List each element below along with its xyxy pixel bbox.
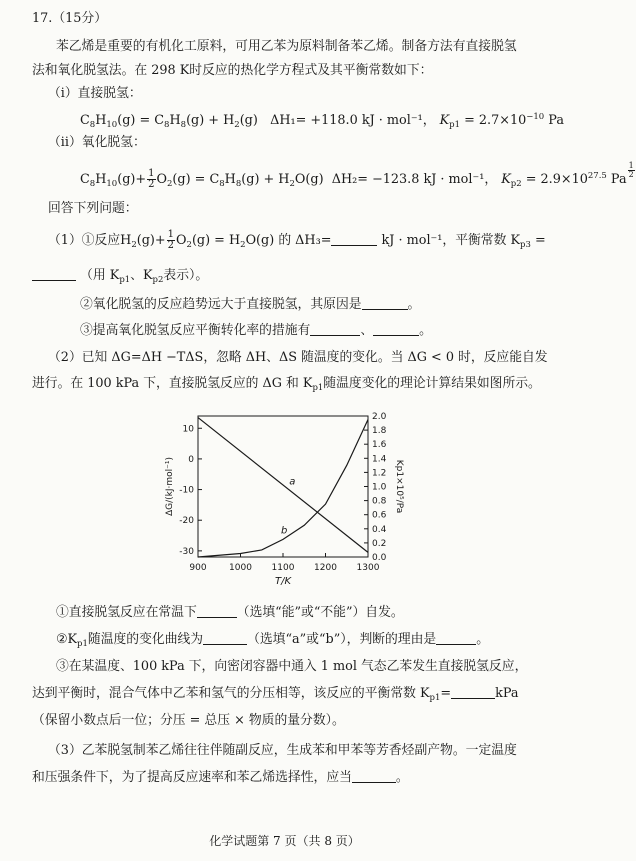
series-b-line: [198, 420, 368, 557]
y-left-tick-label: 0: [188, 454, 194, 465]
intro-line-2: 法和氧化脱氢法。在 298 K时反应的热化学方程式及其平衡常数如下：: [32, 63, 433, 78]
y-right-tick-label: 1.8: [372, 426, 387, 437]
q1-part2-text: ②氧化脱氢的反应趋势远大于直接脱氢，其原因是: [80, 297, 362, 312]
reaction-i-kp-exp: −10: [526, 112, 545, 122]
q2-s3-b-unit: kPa: [495, 686, 519, 701]
q2-s3-b-end: =: [440, 686, 452, 701]
q1-part3-period: 。: [419, 323, 432, 338]
answer-blank-spontaneous[interactable]: [197, 603, 237, 618]
page-footer: 化学试题第 7 页（共 8 页）: [209, 834, 360, 848]
reaction-ii-kp-exp: 27.5: [587, 171, 607, 181]
answer-blank-curve[interactable]: [203, 630, 247, 645]
q2-line-2-text: 进行。在 100 kPa 下，直接脱氢反应的 ΔG 和 K: [32, 376, 313, 391]
q2-s2-a: ②K: [56, 632, 78, 647]
q2-s3-line3: （保留小数点后一位；分压 = 总压 × 物质的量分数）。: [32, 713, 345, 728]
q2-s3-b: 达到平衡时，混合气体中乙苯和氢气的分压相等，该反应的平衡常数 K: [32, 686, 430, 701]
q1-part3-text: ③提高氧化脱氢反应平衡转化率的措施有: [80, 323, 311, 338]
series-b-label: b: [281, 525, 288, 537]
reaction-i-label: （i）直接脱氢：: [48, 86, 142, 101]
reaction-ii-equation: $C_8H_{10}(g)+$ $\frac{1}{2}$ $O_2(g) = C_8H_8(g) + H_2O(g)$ ΔH₂= −123.8 kJ · mol⁻¹， $K_{p2} = 2.9\times 10^{27.5}$ Pa $\frac{1}{2}$: [80, 161, 634, 190]
q2-s1: [56, 603, 404, 622]
q1-part1-e: （用 K: [80, 268, 120, 283]
y-right-tick-label: 0.0: [372, 553, 387, 563]
q2-s3-line1: ③在某温度、100 kPa 下，向密闭容器中通入 1 mol 气态乙苯发生直接脱氢反应，: [56, 659, 528, 674]
x-tick-label: 1000: [229, 563, 252, 573]
y-right-tick-label: 0.4: [372, 524, 387, 535]
q2-s2-sub: p1: [77, 639, 88, 649]
reaction-i-dh: ΔH₁= +118.0 kJ · mol⁻¹，: [270, 113, 436, 128]
answer-prompt: 回答下列问题：: [48, 201, 138, 216]
q2-s2: [56, 630, 489, 653]
answer-blank-curve-reason[interactable]: [436, 630, 476, 645]
y-left-tick-label: 10: [182, 424, 194, 435]
q2-line-2-sub: p1: [312, 383, 324, 393]
reaction-ii-label: （ii）氧化脱氢：: [48, 135, 146, 150]
q1-part1-line1: （1）①反应$H_2(g)+$ $\frac{1}{2}$ $O_2(g) = H_2O(g)$ 的 ΔH₃= kJ · mol⁻¹，平衡常数 $K_{p3}$ =: [48, 229, 546, 251]
y-right-tick-label: 1.4: [372, 454, 387, 465]
q2-s2-c: （选填“a”或“b”），判断的理由是: [247, 632, 437, 647]
q2-s2-period: 。: [476, 632, 490, 647]
intro-line-1: 苯乙烯是重要的有机化工原料，可用乙苯为原料制备苯乙烯。制备方法有直接脱氢: [56, 39, 517, 54]
q3-line-2-text: 和压强条件下，为了提高反应速率和苯乙烯选择性，应当: [32, 770, 352, 785]
reaction-i-kp-value: = 2.7×10: [464, 113, 527, 128]
pa-exp-num: 1: [628, 161, 634, 170]
q1-part1-e-sub1: p1: [119, 275, 131, 285]
y-right-tick-label: 1.0: [372, 482, 387, 493]
q3-line-2: [32, 768, 409, 787]
y-right-axis-label: Kp1×10⁵/Pa: [394, 459, 404, 514]
q2-s2-b: 随温度的变化曲线为: [87, 632, 204, 647]
q2-s1-end: （选填“能”或“不能”）自发。: [236, 605, 404, 620]
q1-part1-d: =: [534, 233, 546, 248]
x-tick-label: 900: [189, 563, 207, 573]
y-right-tick-label: 0.6: [372, 510, 387, 521]
q1-part2-period: 。: [407, 297, 421, 312]
q1-part1-e-mid: 、K: [130, 268, 153, 283]
reaction-i-kp-unit: Pa: [548, 113, 564, 128]
x-tick-label: 1100: [271, 563, 295, 573]
q1-part1-e-end: 表示）。: [163, 268, 209, 283]
series-a-label: a: [289, 476, 296, 488]
q1-part1-c-sub: p3: [520, 240, 531, 250]
y-left-tick-label: -10: [179, 485, 194, 496]
q1-part1-e-sub2: p2: [152, 275, 164, 285]
x-axis-label: T/K: [274, 576, 292, 587]
x-tick-label: 1300: [356, 563, 380, 573]
reaction-i-kp-sub: p1: [449, 120, 461, 130]
y-right-tick-label: 1.2: [372, 468, 387, 479]
q2-s3-b-sub: p1: [429, 693, 441, 703]
y-left-tick-label: -30: [179, 546, 194, 557]
q1-part1-c: kJ · mol⁻¹，平衡常数 K: [381, 233, 521, 248]
q2-s1-text: ①直接脱氢反应在常温下: [56, 605, 197, 620]
y-right-tick-label: 0.8: [372, 496, 387, 507]
y-left-tick-label: -20: [179, 516, 194, 527]
reaction-i-kp-label: K: [439, 113, 450, 128]
y-right-tick-label: 0.2: [372, 538, 387, 549]
reaction-ii-kp-label: K: [501, 172, 511, 187]
q1-part1-a: （1）①反应: [48, 233, 121, 248]
reaction-ii-kp-value: = 2.9×10: [525, 172, 588, 187]
q1-part1-b: 的 ΔH₃=: [278, 233, 332, 248]
reaction-ii-kp-sub: p2: [510, 179, 522, 189]
q3-line-1: （3）乙苯脱氢制苯乙烯往往伴随副反应，生成苯和甲苯等芳香烃副产物。一定温度: [48, 743, 517, 758]
reaction-ii-kp-unit: Pa: [610, 172, 627, 187]
q2-s3-line2: [32, 684, 519, 707]
y-left-axis-label: ΔG/(kJ·mol⁻¹): [165, 456, 175, 517]
answer-blank-kp1[interactable]: [451, 684, 495, 699]
q2-line-1: （2）已知 ΔG=ΔH −TΔS，忽略 ΔH、ΔS 随温度的变化。当 ΔG < 0 时，反应能自发: [48, 350, 548, 365]
reaction-ii-dh: ΔH₂= −123.8 kJ · mol⁻¹，: [331, 172, 498, 187]
q3-period: 。: [395, 770, 409, 785]
answer-blank-q3[interactable]: [352, 768, 396, 783]
pa-exp-den: 2: [628, 170, 634, 179]
question-number: 17.（15分）: [32, 11, 108, 26]
y-right-tick-label: 2.0: [372, 412, 387, 422]
q2-line-2-end: 随温度变化的理论计算结果如图所示。: [323, 376, 541, 391]
y-right-tick-label: 1.6: [372, 440, 387, 451]
reaction-i-equation: $C_8H_{10}(g) = C_8H_8(g) + H_2(g)$ ΔH₁= +118.0 kJ · mol⁻¹， $K_{p1} = 2.7\times 10^{-10}$ Pa: [80, 112, 564, 130]
q1-part3-sep: 、: [360, 323, 374, 338]
x-tick-label: 1200: [314, 563, 337, 573]
